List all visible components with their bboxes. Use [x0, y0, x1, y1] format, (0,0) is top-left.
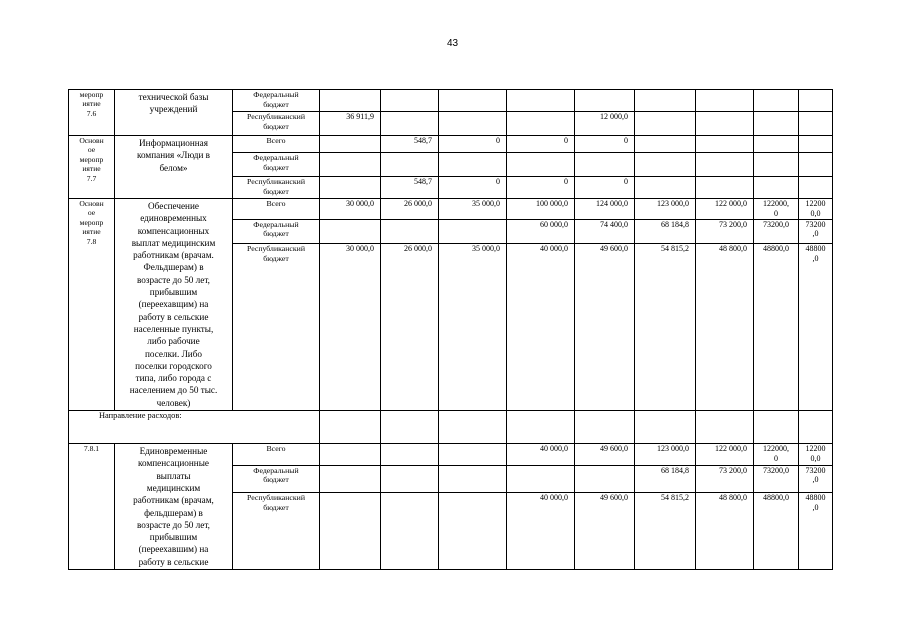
value-cell — [320, 465, 381, 493]
value-cell — [696, 90, 754, 112]
funding-source: Федеральный бюджет — [233, 465, 320, 493]
value-cell: 100 000,0 — [507, 199, 575, 220]
value-cell: 40 000,0 — [507, 493, 575, 570]
value-cell: 122000, 0 — [754, 199, 799, 220]
value-cell — [320, 153, 381, 177]
value-cell — [696, 153, 754, 177]
value-cell — [381, 90, 439, 112]
value-cell — [635, 153, 696, 177]
value-cell: 73200 ,0 — [799, 465, 833, 493]
funding-source: Всего — [233, 136, 320, 153]
value-cell: 0 — [575, 136, 635, 153]
value-cell: 48 800,0 — [696, 243, 754, 410]
row-code: 7.8.1 — [69, 444, 115, 570]
value-cell — [381, 112, 439, 136]
funding-source: Федеральный бюджет — [233, 90, 320, 112]
value-cell: 0 — [507, 136, 575, 153]
value-cell: 68 184,8 — [635, 465, 696, 493]
empty-cell — [381, 411, 439, 444]
value-cell — [507, 153, 575, 177]
table-body — [69, 90, 833, 570]
funding-source: Федеральный бюджет — [233, 153, 320, 177]
value-cell — [799, 90, 833, 112]
table-row — [69, 199, 833, 220]
value-cell — [439, 90, 507, 112]
value-cell: 49 600,0 — [575, 493, 635, 570]
value-cell: 122 000,0 — [696, 199, 754, 220]
funding-source: Федеральный бюджет — [233, 219, 320, 243]
value-cell: 12 000,0 — [575, 112, 635, 136]
value-cell — [754, 112, 799, 136]
value-cell: 60 000,0 — [507, 219, 575, 243]
value-cell — [799, 112, 833, 136]
value-cell: 49 600,0 — [575, 243, 635, 410]
empty-cell — [439, 411, 507, 444]
value-cell: 123 000,0 — [635, 444, 696, 466]
empty-cell — [754, 411, 799, 444]
value-cell: 0 — [439, 177, 507, 199]
value-cell — [799, 177, 833, 199]
value-cell — [575, 90, 635, 112]
value-cell — [381, 153, 439, 177]
empty-cell — [320, 411, 381, 444]
value-cell: 122000, 0 — [754, 444, 799, 466]
row-name: технической базы учреждений — [115, 90, 233, 136]
value-cell — [439, 465, 507, 493]
value-cell: 0 — [507, 177, 575, 199]
value-cell: 54 815,2 — [635, 243, 696, 410]
value-cell — [439, 493, 507, 570]
value-cell: 73200,0 — [754, 465, 799, 493]
value-cell: 68 184,8 — [635, 219, 696, 243]
value-cell — [320, 136, 381, 153]
value-cell: 73 200,0 — [696, 465, 754, 493]
value-cell — [320, 90, 381, 112]
funding-source: Республиканский бюджет — [233, 493, 320, 570]
direction-row — [69, 411, 833, 444]
value-cell: 48800,0 — [754, 493, 799, 570]
value-cell: 12200 0,0 — [799, 199, 833, 220]
value-cell: 123 000,0 — [635, 199, 696, 220]
funding-source: Всего — [233, 199, 320, 220]
empty-cell — [575, 411, 635, 444]
value-cell — [507, 465, 575, 493]
value-cell: 122 000,0 — [696, 444, 754, 466]
row-name: Информационная компания «Люди в белом» — [115, 136, 233, 199]
value-cell — [507, 112, 575, 136]
value-cell: 30 000,0 — [320, 243, 381, 410]
empty-cell — [507, 411, 575, 444]
direction-label: Направление расходов: — [69, 411, 320, 444]
value-cell — [439, 112, 507, 136]
value-cell — [381, 493, 439, 570]
empty-cell — [799, 411, 833, 444]
value-cell — [799, 136, 833, 153]
table-row — [69, 90, 833, 112]
value-cell — [320, 219, 381, 243]
value-cell: 74 400,0 — [575, 219, 635, 243]
row-name: Обеспечение единовременных компенсационных выплат медицинским работникам (врачам. Фельдшерам) в возрасте до 50 лет, прибывшим (переехавщим) на работу в сельские населенные пункты, либо рабочие поселки. Либо поселки городского типа, либо города с населением до 50 тыс. человек) — [115, 199, 233, 411]
value-cell: 548,7 — [381, 136, 439, 153]
value-cell: 40 000,0 — [507, 243, 575, 410]
value-cell — [754, 90, 799, 112]
value-cell — [635, 177, 696, 199]
value-cell: 26 000,0 — [381, 243, 439, 410]
row-code: Основн ое меропр иятие 7.7 — [69, 136, 115, 199]
funding-source: Республиканский бюджет — [233, 112, 320, 136]
table-row — [69, 136, 833, 153]
value-cell — [575, 153, 635, 177]
value-cell: 26 000,0 — [381, 199, 439, 220]
value-cell: 54 815,2 — [635, 493, 696, 570]
funding-source: Республиканский бюджет — [233, 177, 320, 199]
funding-source: Всего — [233, 444, 320, 466]
value-cell — [320, 493, 381, 570]
value-cell — [320, 177, 381, 199]
value-cell: 124 000,0 — [575, 199, 635, 220]
empty-cell — [696, 411, 754, 444]
value-cell: 35 000,0 — [439, 243, 507, 410]
value-cell: 548,7 — [381, 177, 439, 199]
value-cell — [754, 153, 799, 177]
row-name: Единовременные компенсационные выплаты медицинским работникам (врачам, фельдшерам) в возрасте до 50 лет, прибывшим (переехавшим) на работу в сельские — [115, 444, 233, 570]
value-cell: 35 000,0 — [439, 199, 507, 220]
value-cell: 73 200,0 — [696, 219, 754, 243]
value-cell — [575, 465, 635, 493]
value-cell — [507, 90, 575, 112]
value-cell — [381, 465, 439, 493]
value-cell: 48800,0 — [754, 243, 799, 410]
value-cell: 73200 ,0 — [799, 219, 833, 243]
value-cell — [635, 136, 696, 153]
row-code: Основн ое меропр иятие 7.8 — [69, 199, 115, 411]
value-cell — [754, 177, 799, 199]
value-cell — [381, 219, 439, 243]
value-cell — [439, 444, 507, 466]
value-cell — [635, 112, 696, 136]
row-code: меропр иятие 7.6 — [69, 90, 115, 136]
funding-source: Республиканский бюджет — [233, 243, 320, 410]
page-number: 43 — [446, 38, 459, 49]
value-cell: 48800 ,0 — [799, 493, 833, 570]
table-row — [69, 444, 833, 466]
budget-table — [68, 89, 833, 570]
value-cell: 48 800,0 — [696, 493, 754, 570]
value-cell: 49 600,0 — [575, 444, 635, 466]
value-cell: 0 — [439, 136, 507, 153]
value-cell — [696, 177, 754, 199]
value-cell: 73200,0 — [754, 219, 799, 243]
value-cell — [439, 219, 507, 243]
value-cell: 36 911,9 — [320, 112, 381, 136]
value-cell — [635, 90, 696, 112]
empty-cell — [635, 411, 696, 444]
value-cell: 48800 ,0 — [799, 243, 833, 410]
value-cell — [696, 112, 754, 136]
value-cell — [799, 153, 833, 177]
value-cell — [439, 153, 507, 177]
value-cell: 12200 0,0 — [799, 444, 833, 466]
value-cell: 40 000,0 — [507, 444, 575, 466]
value-cell: 30 000,0 — [320, 199, 381, 220]
value-cell: 0 — [575, 177, 635, 199]
value-cell — [754, 136, 799, 153]
value-cell — [381, 444, 439, 466]
value-cell — [320, 444, 381, 466]
value-cell — [696, 136, 754, 153]
